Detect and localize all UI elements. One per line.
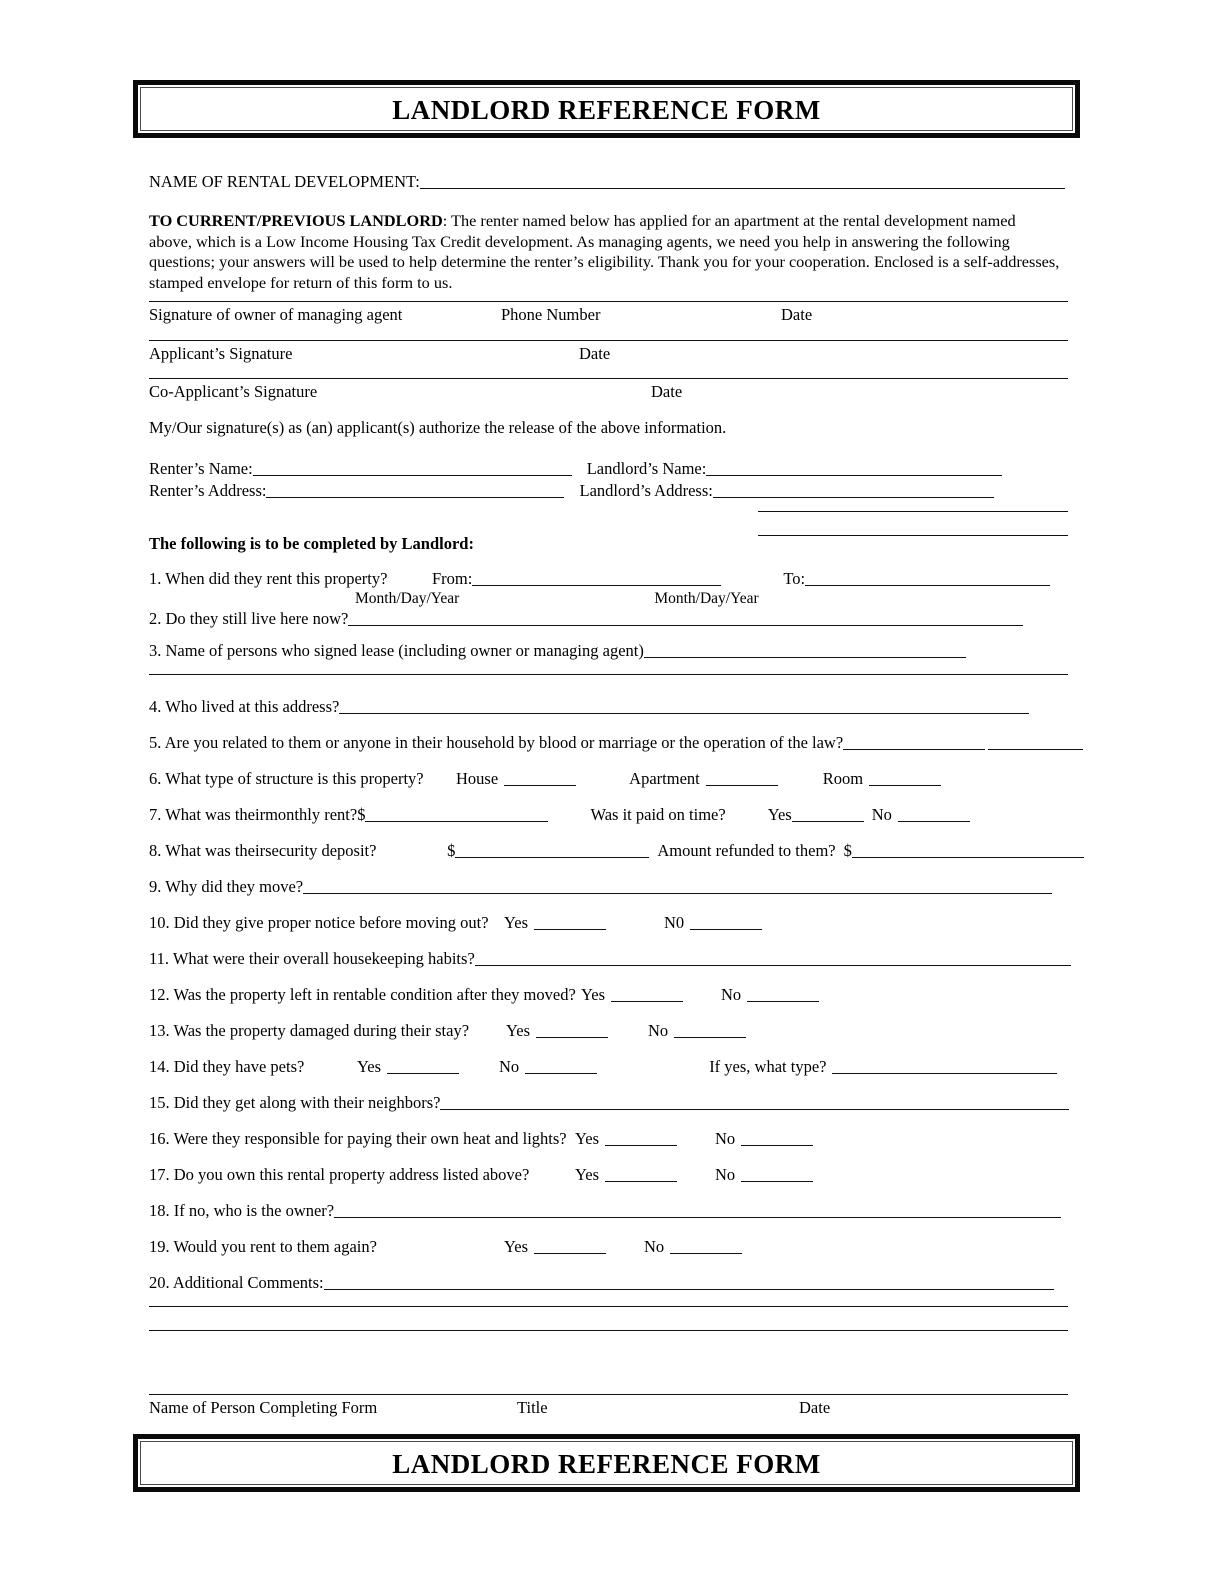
renter-address-blank[interactable] [266, 484, 564, 498]
landlord-address-blank[interactable] [713, 484, 994, 498]
question-8-text-post: ? [369, 841, 377, 860]
question-14-iftype-blank[interactable] [832, 1060, 1057, 1074]
footer-date-label: Date [799, 1398, 831, 1417]
question-9-blank[interactable] [303, 880, 1052, 894]
question-7-text-pre: 7. What was their [149, 805, 266, 824]
footer-banner-title: LANDLORD REFERENCE FORM [140, 1441, 1073, 1485]
footer-banner-mid-border [138, 1439, 1075, 1487]
question-6-text: 6. What type of structure is this property? [149, 769, 424, 788]
question-7-yes-label: Yes [767, 805, 792, 824]
question-3-blank[interactable] [644, 644, 966, 658]
question-18-text: 18. If no, who is the owner? [149, 1201, 335, 1220]
question-14-yes-label: Yes [357, 1057, 382, 1076]
question-12-no-blank[interactable] [747, 988, 819, 1002]
question-17-row [149, 1165, 1068, 1184]
renter-name-blank[interactable] [253, 462, 572, 476]
question-14-text: 14. Did they have pets? [149, 1057, 305, 1076]
signature-rule-2 [149, 340, 1068, 341]
applicant-date-label: Date [579, 344, 611, 363]
question-10-text: 10. Did they give proper notice before moving out? [149, 913, 489, 932]
signature-row-2 [149, 344, 1068, 363]
question-17-no-blank[interactable] [741, 1168, 813, 1182]
question-7-no-label: No [871, 805, 892, 824]
footer-name-label: Name of Person Completing Form [149, 1398, 378, 1417]
question-6-row [149, 769, 1068, 788]
question-14-yes-blank[interactable] [387, 1060, 459, 1074]
question-5-blank[interactable] [843, 736, 985, 750]
question-10-yes-blank[interactable] [534, 916, 606, 930]
question-11-blank[interactable] [475, 952, 1071, 966]
question-17-text: 17. Do you own this rental property address listed above? [149, 1165, 530, 1184]
question-9-text: 9. Why did they move? [149, 877, 304, 896]
question-19-yes-blank[interactable] [534, 1240, 606, 1254]
question-8-text-pre: 8. What was their [149, 841, 266, 860]
question-7-bold-term: monthly rent [265, 805, 350, 824]
authorization-statement: My/Our signature(s) as (an) applicant(s) authorize the release of the above information. [149, 418, 727, 437]
question-1-text: 1. When did they rent this property? [149, 569, 388, 588]
notice-heading: TO CURRENT/PREVIOUS LANDLORD [149, 211, 443, 230]
question-3-blank-2[interactable] [149, 674, 1068, 675]
question-10-no-label: N0 [664, 913, 685, 932]
signature-row-3 [149, 382, 1068, 401]
question-16-row [149, 1129, 1068, 1148]
question-3-row [149, 641, 1068, 660]
phone-number-label: Phone Number [501, 305, 601, 324]
rental-development-blank[interactable] [420, 175, 1065, 189]
question-17-yes-blank[interactable] [605, 1168, 677, 1182]
question-6-apartment-label: Apartment [629, 769, 700, 788]
signature-owner-label: Signature of owner of managing agent [149, 305, 403, 324]
question-10-row [149, 913, 1068, 932]
rental-development-row [149, 172, 1068, 191]
question-7-row [149, 805, 1068, 824]
question-6-apartment-blank[interactable] [706, 772, 778, 786]
question-6-room-blank[interactable] [869, 772, 941, 786]
question-6-room-label: Room [822, 769, 864, 788]
question-1-to-label: To: [783, 569, 806, 588]
question-1-to-blank[interactable] [805, 572, 1050, 586]
question-19-text: 19. Would you rent to them again? [149, 1237, 377, 1256]
question-1-to-hint: Month/Day/Year [654, 590, 759, 607]
question-7-dollar-sign: $ [357, 805, 366, 824]
question-2-row [149, 609, 1068, 628]
question-13-no-blank[interactable] [674, 1024, 746, 1038]
question-16-no-blank[interactable] [741, 1132, 813, 1146]
question-7-paid-on-time-label: Was it paid on time? [590, 805, 726, 824]
landlord-section-heading: The following is to be completed by Landlord: [149, 534, 474, 553]
question-10-no-blank[interactable] [690, 916, 762, 930]
question-1-row [149, 569, 1068, 588]
question-15-row [149, 1093, 1068, 1112]
renter-address-label: Renter’s Address: [149, 481, 267, 500]
question-12-row [149, 985, 1068, 1004]
question-2-text: 2. Do they still live here now? [149, 609, 349, 628]
landlord-name-label: Landlord’s Name: [586, 459, 707, 478]
signature-rule-1 [149, 301, 1068, 302]
coapplicant-signature-label: Co-Applicant’s Signature [149, 382, 318, 401]
question-13-text: 13. Was the property damaged during their stay? [149, 1021, 470, 1040]
question-16-yes-blank[interactable] [605, 1132, 677, 1146]
question-12-yes-blank[interactable] [611, 988, 683, 1002]
question-20-blank-2[interactable] [149, 1306, 1068, 1307]
renter-name-label: Renter’s Name: [149, 459, 253, 478]
question-20-blank-3[interactable] [149, 1330, 1068, 1331]
header-banner-title: LANDLORD REFERENCE FORM [140, 87, 1073, 131]
question-14-row [149, 1057, 1068, 1076]
question-12-no-label: No [721, 985, 742, 1004]
question-1-from-label: From: [432, 569, 473, 588]
question-15-blank[interactable] [440, 1096, 1069, 1110]
question-2-blank[interactable] [348, 612, 1023, 626]
question-12-yes-label: Yes [581, 985, 606, 1004]
question-16-no-label: No [715, 1129, 736, 1148]
question-18-blank[interactable] [334, 1204, 1061, 1218]
question-10-yes-label: Yes [504, 913, 529, 932]
rental-development-label: NAME OF RENTAL DEVELOPMENT: [149, 172, 420, 191]
question-4-text: 4. Who lived at this address? [149, 697, 340, 716]
question-19-row [149, 1237, 1068, 1256]
question-7-rent-blank[interactable] [365, 808, 548, 822]
question-15-text: 15. Did they get along with their neighbors? [149, 1093, 441, 1112]
renter-name-row [149, 459, 1068, 478]
question-12-text: 12. Was the property left in rentable condition after they moved? [149, 985, 576, 1004]
coapplicant-date-label: Date [651, 382, 683, 401]
notice-paragraph [149, 211, 1061, 293]
question-8-refund-dollar-sign: $ [843, 841, 852, 860]
question-13-row [149, 1021, 1068, 1040]
question-8-deposit-blank[interactable] [455, 844, 649, 858]
question-6-house-blank[interactable] [504, 772, 576, 786]
question-16-yes-label: Yes [575, 1129, 600, 1148]
question-17-yes-label: Yes [575, 1165, 600, 1184]
question-20-text: 20. Additional Comments: [149, 1273, 324, 1292]
question-1-from-hint: Month/Day/Year [355, 590, 460, 607]
landlord-address-label: Landlord’s Address: [579, 481, 713, 500]
question-13-no-label: No [648, 1021, 669, 1040]
question-5-blank-2[interactable] [988, 736, 1083, 750]
question-20-blank[interactable] [324, 1276, 1054, 1290]
signature-row-1 [149, 305, 1068, 324]
question-19-yes-label: Yes [504, 1237, 529, 1256]
question-5-row [149, 733, 1068, 752]
footer-banner [133, 1434, 1080, 1492]
header-banner [133, 80, 1080, 138]
question-5-text: 5. Are you related to them or anyone in their household by blood or marriage or the operation of the law? [149, 733, 844, 752]
question-19-no-blank[interactable] [670, 1240, 742, 1254]
signature-rule-3 [149, 378, 1068, 379]
signature-date-label-1: Date [781, 305, 813, 324]
question-7-yes-blank[interactable] [792, 808, 864, 822]
question-14-iftype-label: If yes, what type? [709, 1057, 827, 1076]
question-14-no-blank[interactable] [525, 1060, 597, 1074]
question-8-bold-term: security deposit [265, 841, 370, 860]
question-4-blank[interactable] [339, 700, 1029, 714]
landlord-name-blank[interactable] [706, 462, 1002, 476]
question-7-no-blank[interactable] [898, 808, 970, 822]
header-banner-mid-border [138, 85, 1075, 133]
question-4-row [149, 697, 1068, 716]
question-14-no-label: No [499, 1057, 520, 1076]
renter-address-row [149, 481, 1068, 500]
question-13-yes-label: Yes [506, 1021, 531, 1040]
question-8-refund-label: Amount refunded to them? [657, 841, 836, 860]
applicant-signature-label: Applicant’s Signature [149, 344, 293, 363]
question-1-from-blank[interactable] [472, 572, 721, 586]
question-20-row [149, 1273, 1068, 1292]
footer-row [149, 1398, 1068, 1417]
question-9-row [149, 877, 1068, 896]
question-19-no-label: No [644, 1237, 665, 1256]
question-18-row [149, 1201, 1068, 1220]
question-6-house-label: House [456, 769, 499, 788]
landlord-address-blank-2[interactable] [758, 511, 1068, 512]
footer-rule [149, 1394, 1068, 1395]
question-13-yes-blank[interactable] [536, 1024, 608, 1038]
question-7-text-post: ? [349, 805, 358, 824]
question-8-row [149, 841, 1068, 860]
question-3-text: 3. Name of persons who signed lease (including owner or managing agent) [149, 641, 644, 660]
question-1-hints [149, 590, 1068, 608]
question-11-text: 11. What were their overall housekeeping habits? [149, 949, 475, 968]
question-11-row [149, 949, 1068, 968]
notice-body: : The renter named below has applied for an apartment at the rental development named above, which is a Low Income Housing Tax Credit development. As managing agents, we need you help in answering the following questions; your answers will be used to help determine the renter’s eligibility. Thank you for your cooperation. Enclosed is a self-addresses, stamped envelope for return of this form to us. [149, 211, 1060, 292]
question-17-no-label: No [715, 1165, 736, 1184]
question-8-refund-blank[interactable] [852, 844, 1084, 858]
question-16-text: 16. Were they responsible for paying their own heat and lights? [149, 1129, 567, 1148]
footer-title-label: Title [517, 1398, 548, 1417]
question-8-dollar-sign: $ [447, 841, 456, 860]
